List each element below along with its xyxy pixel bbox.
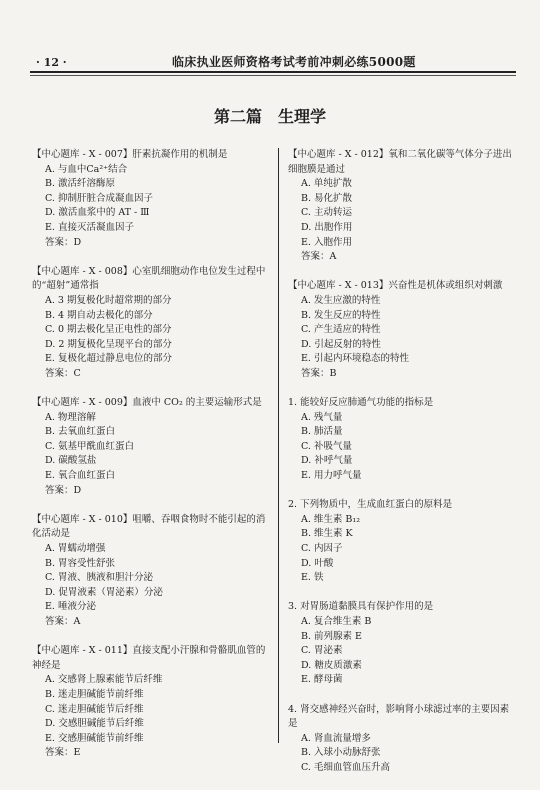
answer-option: D. 叶酸	[301, 557, 334, 569]
question-stem: 【中心题库 - X - 013】兴奋性是机体或组织对刺激	[288, 280, 503, 292]
header-rule	[30, 71, 516, 73]
answer-option: D. 引起反射的特性	[301, 338, 381, 350]
answer-key: 答案：A	[301, 251, 337, 263]
answer-option: E. 用力呼气量	[301, 470, 362, 482]
answer-option: B. 激活纤溶酶原	[45, 178, 116, 190]
answer-option: E. 直接灭活凝血因子	[45, 221, 134, 233]
question-stem: 【中心题库 - X - 011】直接支配小汗腺和骨骼肌血管的神经是	[32, 645, 266, 671]
answer-option: C. 毛细血管血压升高	[301, 761, 390, 773]
answer-option: A. 发生应激的特性	[301, 294, 381, 306]
question-stem: 4. 肾交感神经兴奋时，影响肾小球滤过率的主要因素是	[288, 703, 510, 730]
answer-option: B. 迷走胆碱能节前纤维	[45, 688, 144, 700]
question-stem: 【中心题库 - X - 012】氧和二氧化碳等气体分子进出细胞膜是通过	[288, 149, 512, 175]
question-stem: 【中心题库 - X - 010】咀嚼、吞咽食物时不能引起的消化活动是	[32, 513, 266, 540]
question-block	[286, 396, 518, 484]
answer-option: D. 促胃液素（胃泌素）分泌	[45, 586, 163, 598]
answer-option: B. 发生反应的特性	[301, 309, 381, 321]
question-stem: 【中心题库 - X - 008】心室肌细胞动作电位发生过程中的“超射”通常指	[32, 265, 266, 292]
answer-option: E. 酵母菌	[301, 674, 343, 686]
answer-key: 答案：C	[45, 367, 81, 379]
section-title: 第二篇 生理学	[213, 107, 326, 126]
answer-option: A. 与血中Ca²⁺结合	[45, 163, 128, 175]
answer-option: A. 残气量	[301, 411, 343, 423]
answer-key: 答案：D	[45, 484, 82, 496]
answer-option: D. 激活血浆中的 AT - Ⅲ	[45, 207, 150, 219]
answer-option: B. 肺活量	[301, 426, 343, 438]
answer-option: B. 胃容受性舒张	[45, 557, 116, 569]
answer-option: D. 糖皮质激素	[301, 659, 362, 671]
answer-option: A. 3 期复极化时超常期的部分	[45, 294, 172, 306]
answer-option: E. 入胞作用	[301, 236, 352, 248]
answer-option: A. 物理溶解	[45, 411, 96, 423]
answer-option: D. 出胞作用	[301, 221, 353, 233]
answer-option: D. 2 期复极化呈现平台的部分	[45, 338, 172, 350]
answer-option: C. 胃液、胰液和胆汁分泌	[45, 572, 153, 584]
answer-option: A. 交感肾上腺素能节后纤维	[45, 674, 163, 686]
left-column	[30, 148, 270, 776]
answer-option: A. 肾血流量增多	[301, 732, 371, 744]
answer-option: D. 碳酸氢盐	[45, 455, 97, 467]
answer-option: A. 复合维生素 B	[301, 616, 372, 627]
answer-option: E. 铁	[301, 572, 324, 584]
answer-key: 答案：A	[45, 616, 81, 627]
answer-option: A. 胃蠕动增强	[45, 543, 106, 555]
right-column	[286, 148, 518, 790]
header-rule-thin	[30, 75, 516, 76]
question-block	[286, 703, 518, 776]
question-stem: 【中心题库 - X - 009】血液中 CO₂ 的主要运输形式是	[32, 397, 262, 409]
question-block	[286, 600, 518, 688]
question-stem: 【中心题库 - X - 007】肝素抗凝作用的机制是	[32, 149, 228, 160]
answer-option: E. 交感胆碱能节前纤维	[45, 732, 144, 744]
answer-option: D. 补呼气量	[301, 455, 353, 467]
answer-option: B. 维生素 K	[301, 528, 353, 540]
answer-option: E. 复极化超过静息电位的部分	[45, 353, 172, 365]
answer-option: B. 入球小动脉舒张	[301, 747, 381, 759]
answer-option: B. 前列腺素 E	[301, 630, 362, 642]
answer-option: C. 氨基甲酰血红蛋白	[45, 440, 134, 452]
answer-option: A. 维生素 B₁₂	[301, 513, 361, 525]
question-block	[30, 396, 270, 498]
question-block	[286, 498, 518, 586]
answer-option: C. 迷走胆碱能节后纤维	[45, 703, 144, 715]
answer-key: 答案：D	[45, 236, 82, 248]
question-block	[30, 265, 270, 382]
question-block	[286, 279, 518, 381]
question-block	[30, 148, 270, 250]
answer-option: C. 胃泌素	[301, 645, 343, 657]
answer-option: C. 0 期去极化呈正电性的部分	[45, 324, 172, 336]
answer-option: E. 唾液分泌	[45, 601, 96, 613]
column-divider	[278, 148, 279, 743]
answer-option: B. 4 期自动去极化的部分	[45, 309, 153, 321]
answer-option: C. 内因子	[301, 543, 343, 555]
answer-option: C. 补吸气量	[301, 440, 352, 452]
question-stem: 1. 能较好反应肺通气功能的指标是	[288, 397, 434, 409]
answer-option: B. 去氧血红蛋白	[45, 426, 116, 438]
answer-option: E. 引起内环境稳态的特性	[301, 353, 409, 365]
answer-option: A. 单纯扩散	[301, 178, 352, 190]
answer-option: C. 主动转运	[301, 207, 352, 219]
question-block	[30, 513, 270, 630]
running-title: 临床执业医师资格考试考前冲刺必练5000题	[172, 55, 416, 69]
answer-option: D. 交感胆碱能节后纤维	[45, 718, 144, 730]
answer-key: 答案：B	[301, 367, 337, 379]
page-number: · 12 ·	[36, 56, 67, 69]
page-header	[0, 0, 540, 70]
answer-key: 答案：E	[45, 747, 81, 759]
answer-option: E. 氧合血红蛋白	[45, 470, 115, 482]
answer-option: C. 产生适应的特性	[301, 324, 381, 336]
question-block	[286, 148, 518, 265]
answer-option: B. 易化扩散	[301, 192, 353, 204]
question-stem: 2. 下列物质中，生成血红蛋白的原料是	[288, 499, 453, 511]
answer-option: C. 抑制肝脏合成凝血因子	[45, 192, 153, 204]
question-stem: 3. 对胃肠道黏膜具有保护作用的是	[288, 601, 434, 613]
question-block	[30, 644, 270, 761]
